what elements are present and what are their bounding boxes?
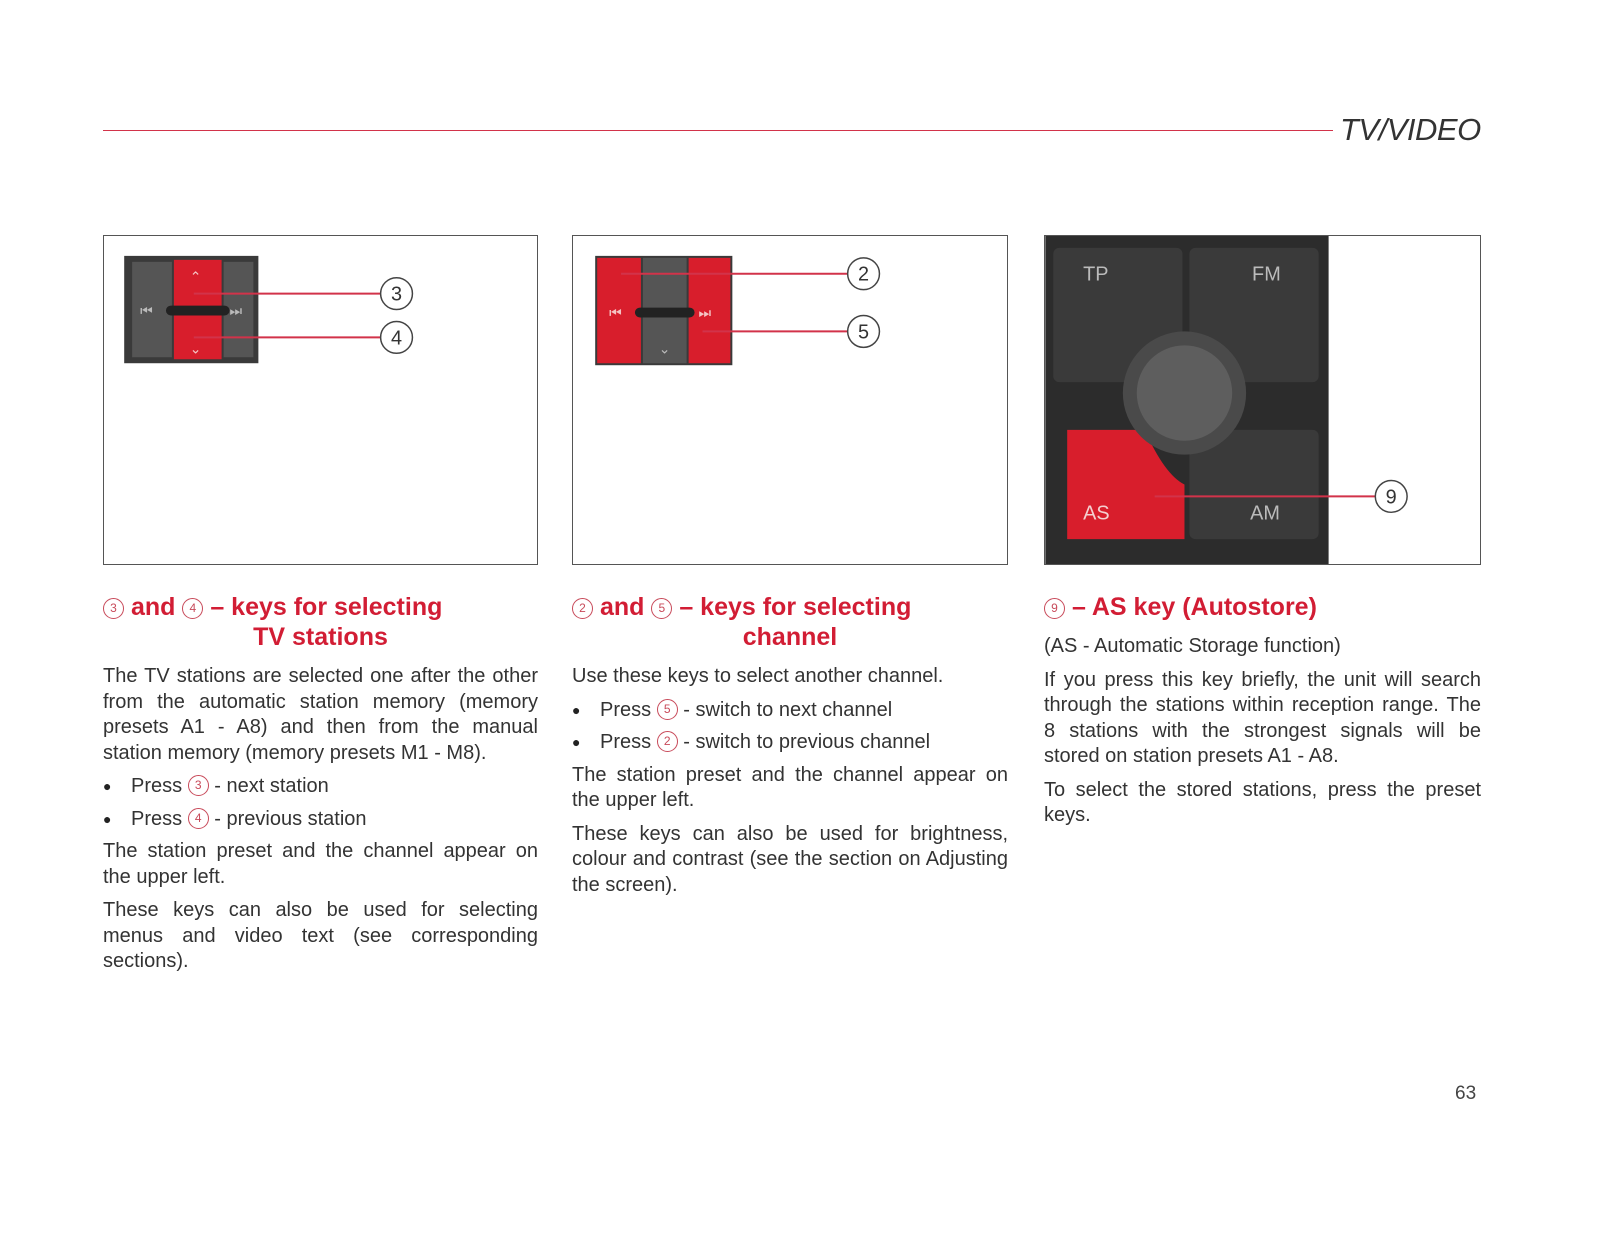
column-as-key — [1044, 592, 1481, 837]
heading-text: – AS key (Autostore) — [1071, 593, 1317, 621]
callout-3-label: 3 — [391, 283, 403, 306]
circled-number: 2 — [657, 731, 678, 752]
heading-line1: – keys for selecting — [210, 593, 443, 621]
page-number: 63 — [1455, 1083, 1477, 1104]
bullet-label: Press — [600, 731, 652, 753]
tp-key-label: TP — [1083, 263, 1109, 286]
header-rule — [103, 130, 1333, 131]
bullet-label: Press — [131, 775, 183, 797]
paragraph: If you press this key briefly, the unit will search through the stations within reception range. The 8 stations with the strongest signals will be stored on station presets A1 - A8. — [1044, 668, 1481, 767]
callout-4-label: 4 — [391, 327, 403, 350]
bullet-text: - switch to next channel — [683, 698, 893, 721]
as-key-illustration — [1045, 236, 1480, 564]
channel-keys-illustration — [573, 236, 1007, 564]
heading-line2: channel — [742, 623, 838, 651]
heading-line2: TV stations — [253, 623, 388, 651]
svg-text:⏮: ⏮ — [140, 303, 153, 320]
svg-text:⌄: ⌄ — [658, 341, 671, 358]
bullet-text: - switch to previous channel — [683, 731, 931, 753]
callout-2-label: 2 — [858, 263, 870, 286]
paragraph: Use these keys to select another channel. — [572, 665, 944, 687]
heading-and: and — [599, 593, 645, 621]
figure-channel-keys — [572, 235, 1008, 565]
circled-number: 2 — [572, 598, 593, 619]
paragraph: The TV stations are selected one after the other from the automatic station memory (memory presets A1 - A8) and then from the manual station memory (memory presets M1 - M8). — [103, 665, 538, 764]
circled-number: 4 — [182, 598, 203, 619]
callout-9-label: 9 — [1385, 486, 1397, 509]
paragraph: These keys can also be used for brightness, colour and contrast (see the section on Adjusting the screen). — [572, 822, 1008, 896]
svg-text:⏮: ⏮ — [609, 305, 622, 322]
station-keys-illustration — [104, 236, 537, 564]
subtitle: (AS - Automatic Storage function) — [1044, 635, 1341, 657]
bullet-label: Press — [131, 807, 183, 830]
fm-key-label: FM — [1252, 263, 1281, 286]
circled-number: 3 — [103, 598, 124, 619]
paragraph: The station preset and the channel appear on the upper left. — [103, 840, 538, 888]
circled-number: 3 — [188, 775, 209, 796]
am-key-label: AM — [1250, 502, 1280, 525]
section-title: TV/VIDEO — [1340, 112, 1481, 147]
bullet-item — [572, 698, 1008, 724]
svg-text:⌄: ⌄ — [189, 341, 202, 358]
svg-text:⌃: ⌃ — [189, 269, 202, 286]
circled-number: 5 — [651, 598, 672, 619]
circled-number: 5 — [657, 699, 678, 720]
bullet-text: - next station — [214, 775, 329, 797]
paragraph: To select the stored stations, press the preset keys. — [1044, 778, 1481, 826]
heading-and: and — [130, 593, 176, 621]
bullet-text: - previous station — [214, 807, 367, 830]
callout-5-label: 5 — [858, 321, 870, 344]
column-channel-keys — [572, 592, 1008, 906]
svg-text:⏭: ⏭ — [698, 305, 712, 322]
bullet-item — [103, 807, 538, 833]
circled-number: 9 — [1044, 598, 1065, 619]
bullet-item — [572, 730, 1008, 756]
as-key-label: AS — [1083, 502, 1110, 525]
heading-channel-keys — [572, 592, 1008, 652]
svg-text:⏭: ⏭ — [229, 303, 243, 320]
bullet-item — [103, 774, 538, 800]
figure-station-keys — [103, 235, 538, 565]
figure-as-key — [1044, 235, 1481, 565]
circled-number: 4 — [188, 808, 209, 829]
column-station-keys — [103, 592, 538, 983]
heading-line1: – keys for selecting — [679, 593, 912, 621]
bullet-label: Press — [600, 698, 652, 721]
heading-station-keys — [103, 592, 538, 652]
paragraph: These keys can also be used for selecting menus and video text (see corresponding sections). — [103, 899, 538, 972]
heading-as-key — [1044, 592, 1481, 622]
paragraph: The station preset and the channel appear on the upper left. — [572, 763, 1008, 811]
